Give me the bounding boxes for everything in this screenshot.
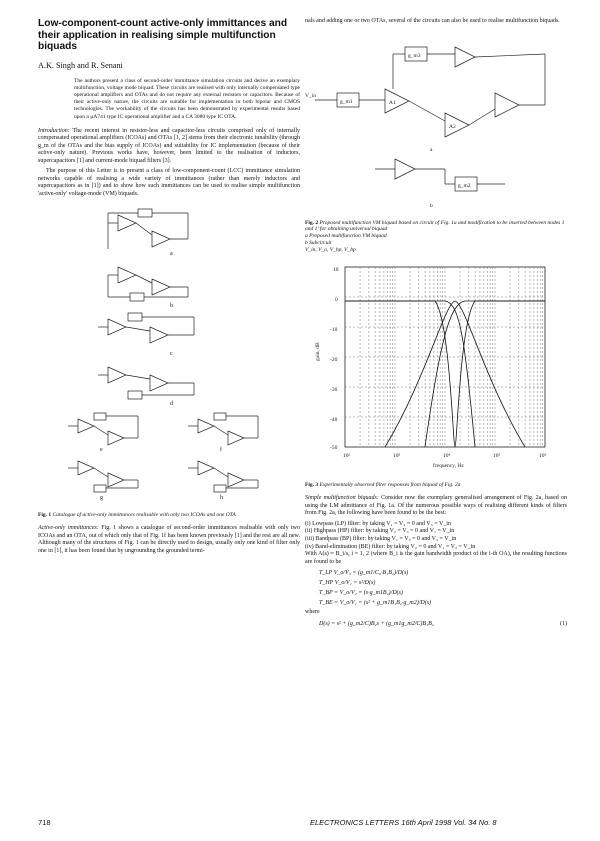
intro-heading: Introduction: xyxy=(38,127,70,134)
fig3-response-curve xyxy=(345,301,545,447)
fig1-caption-label: Fig. 1 xyxy=(38,512,52,519)
fig2-caption-label: Fig. 2 xyxy=(305,219,319,226)
simple-section-paragraph-2: With A(s) ≈ B_i/s, i = 1, 2 (where B_i is the gain bandwidth product of the i-th OA), the resulting functions are found to be xyxy=(305,551,567,565)
fig3-response-curve xyxy=(385,301,525,447)
filter-list xyxy=(305,521,567,551)
paper-title: Low-component-count active-only immittances and their application in realising simple multifunction biquads xyxy=(38,18,288,52)
fig1-label-e: e xyxy=(100,447,103,454)
authors: A.K. Singh and R. Senani xyxy=(38,60,123,70)
abstract: The authors present a class of second-order immittance simulation circuits and derive an exemplary multifunction, voltage mode biquad. These circuits are realised with only internally compensated type operational amplifiers and OTAs and do not require any external resistors or capacitors. Because of their active-only nature, the circuits are suitable for implementation in both bipolar and CMOS technologies. The workability of the circuits has been demonstrated by experimental results based upon a µA741 type IC operational amplifier and a CA 3080 type IC OTA. xyxy=(74,77,300,120)
fig1-label-b: b xyxy=(170,303,173,310)
intro-paragraph-1 xyxy=(38,128,300,166)
active-section-text: Fig. 1 shows a catalogue of second-order immittances realisable with only two ICOAs and an OTA, out of which only that of Fig. 1f has been known previously [1] and the rest are all new. Although many of the structures of Fig. 1 can be directly used to design, usually only one kind of filter only one in [1], it has been found that by ungrounding the grounded termi- xyxy=(38,525,301,554)
equation-hp: T_HP V_o/V₁ = s²/D(s) xyxy=(319,580,376,587)
fig2-gm2: g_m2 xyxy=(458,182,471,189)
equation-denominator-text: D(s) = s² + (g_m2/C)B₂s + (g_m1g_m2/C)B₁B₂ xyxy=(319,620,434,627)
figure-3-caption xyxy=(305,482,567,489)
fig2-vin: V_in xyxy=(305,92,316,99)
filter-item-bp: (iii) Bandpass (BP) filter: by taking V₁ = V₃ = 0 and V₂ = V_in xyxy=(305,535,457,542)
equation-be: T_BE = V_o/V₁ = (s² + g_m1B₁B₂·g_m2)/D(s) xyxy=(319,600,432,607)
simple-section-text: Consider now the exemplary generalised arrangement of Fig. 2a, based on using the LM admittance of Fig. 1a. Of the numerous possible ways of realising different kinds of filters from Fig. 2a, the following have been found to be the best: xyxy=(305,495,568,517)
fig2-caption-text: Proposed multifunction VM biquad based on circuit of Fig. 1a and modification to be inserted between nodes 1 and 1' for obtaining universal biquad xyxy=(305,219,565,233)
fig3-ytick-4: -30 xyxy=(330,387,338,394)
where-text: where xyxy=(305,609,320,616)
fig3-ytick-0: 10 xyxy=(333,267,339,274)
active-section-paragraph xyxy=(38,525,300,555)
filter-item-lp: (i) Lowpass (LP) filter: by taking V₁ = V₂ = 0 and V₃ = V_in xyxy=(305,520,451,527)
fig3-caption-text: Experimentally observed filter responses from biquad of Fig. 2a xyxy=(319,482,461,489)
right-column xyxy=(305,18,567,630)
fig2-caption-extra: a Proposed multifunction VM biquad xyxy=(305,233,387,240)
equation-lp: T_LP V_o/V₃ = (g_m1/C₀·B₁B₂)/D(s) xyxy=(319,570,409,577)
intro-paragraph-2: The purpose of this Letter is to present a class of low-component-count (LCC) immittance simulation networks capable of realising a wide variety of immittances (rather than merely inductors and supercapacitors as in [1]) and to show how such immittances can be used to realise simple multifunction 'active-only' voltage-mode (VM) biquads. xyxy=(38,168,300,197)
figure-1-caption xyxy=(38,512,300,519)
fig1-label-a: a xyxy=(170,251,173,258)
fig3-xlabel: frequency, Hz xyxy=(433,463,464,470)
equation-denominator xyxy=(319,620,567,628)
intro-text-1: The recent interest in resistor-less and capacitor-less circuits comprised only of internally compensated operational amplifiers (ICOAs) and OTAs [1, 2] stems from their electronic tunability (through g_m of the OTAs and the bias supply of ICOAs) and suitability for IC implementation (because of their active-only nature). Previous works have, however, been limited to the realisation of inductors, supercapacitors [1] and current-mode biquad filters [3]. xyxy=(38,127,300,164)
active-section-heading: Active-only immittances: xyxy=(38,525,99,532)
fig3-xtick-4: 10⁶ xyxy=(539,453,547,460)
fig1-label-c: c xyxy=(170,351,173,358)
fig1-label-d: d xyxy=(170,401,173,408)
fig3-response-curve xyxy=(425,301,545,447)
fig2-caption-extra3: V_in, V_o, V_hp, V_bp xyxy=(305,246,356,253)
fig3-xtick-2: 10⁴ xyxy=(443,453,451,460)
left-column xyxy=(38,18,300,558)
simple-section-paragraph xyxy=(305,495,567,518)
page-number: 718 xyxy=(38,818,51,827)
fig1-label-g: g xyxy=(100,495,103,502)
figure-2-biquad xyxy=(305,31,567,211)
fig1-caption-text: Catalogue of active-only immittances realisable with only two ICOAs and one OTA xyxy=(52,512,236,519)
fig2-caption-extra2: b Subcircuit xyxy=(305,239,332,246)
fig3-ytick-6: -50 xyxy=(330,445,338,452)
fig3-ytick-5: -40 xyxy=(330,417,338,424)
fig3-caption-label: Fig. 3 xyxy=(305,482,319,489)
figure-3-plot xyxy=(305,261,567,473)
filter-item-hp: (ii) Highpass (HP) filter: by taking V₂ = V₃ = 0 and V₁ = V_in xyxy=(305,528,455,535)
fig3-xtick-3: 10⁵ xyxy=(493,453,501,460)
fig2-a1: A1 xyxy=(389,99,396,106)
fig1-label-f: f xyxy=(220,447,222,454)
fig3-ytick-2: -10 xyxy=(330,327,338,334)
fig2-gm3: g_m3 xyxy=(408,52,421,59)
fig3-ytick-1: 0 xyxy=(335,297,338,304)
fig2-gm1: g_m1 xyxy=(340,98,353,105)
figure-1-circuits xyxy=(38,203,300,503)
right-top-paragraph: nals and adding one or two OTAs, several of the circuits can also be used to realise multifunction biquads. xyxy=(305,18,560,24)
fig3-response-curve xyxy=(345,301,475,447)
figure-2-caption xyxy=(305,220,567,254)
fig3-xtick-1: 10³ xyxy=(393,453,401,460)
equation-number: (1) xyxy=(560,620,567,627)
fig3-ylabel: gain, dB xyxy=(315,342,321,362)
fig2-sublabel-a: a xyxy=(430,146,433,153)
filter-item-be: (iv) Band-elimination (BE) filter: by taking V₂ = 0 and V₁ = V₃ = V_in xyxy=(305,543,476,550)
equation-bp: T_BP = V_o/V₂ = (s·g_m1B₂)/D(s) xyxy=(319,590,403,597)
journal-info: ELECTRONICS LETTERS 16th April 1998 Vol. 34 No. 8 xyxy=(310,818,497,827)
fig2-a2: A2 xyxy=(449,123,456,130)
simple-section-heading: Simple multifunction biquads: xyxy=(305,495,379,502)
fig3-xtick-0: 10² xyxy=(343,453,351,460)
fig3-ytick-3: -20 xyxy=(330,357,338,364)
fig2-sublabel-b: b xyxy=(430,202,433,209)
fig1-label-h: h xyxy=(220,495,223,502)
